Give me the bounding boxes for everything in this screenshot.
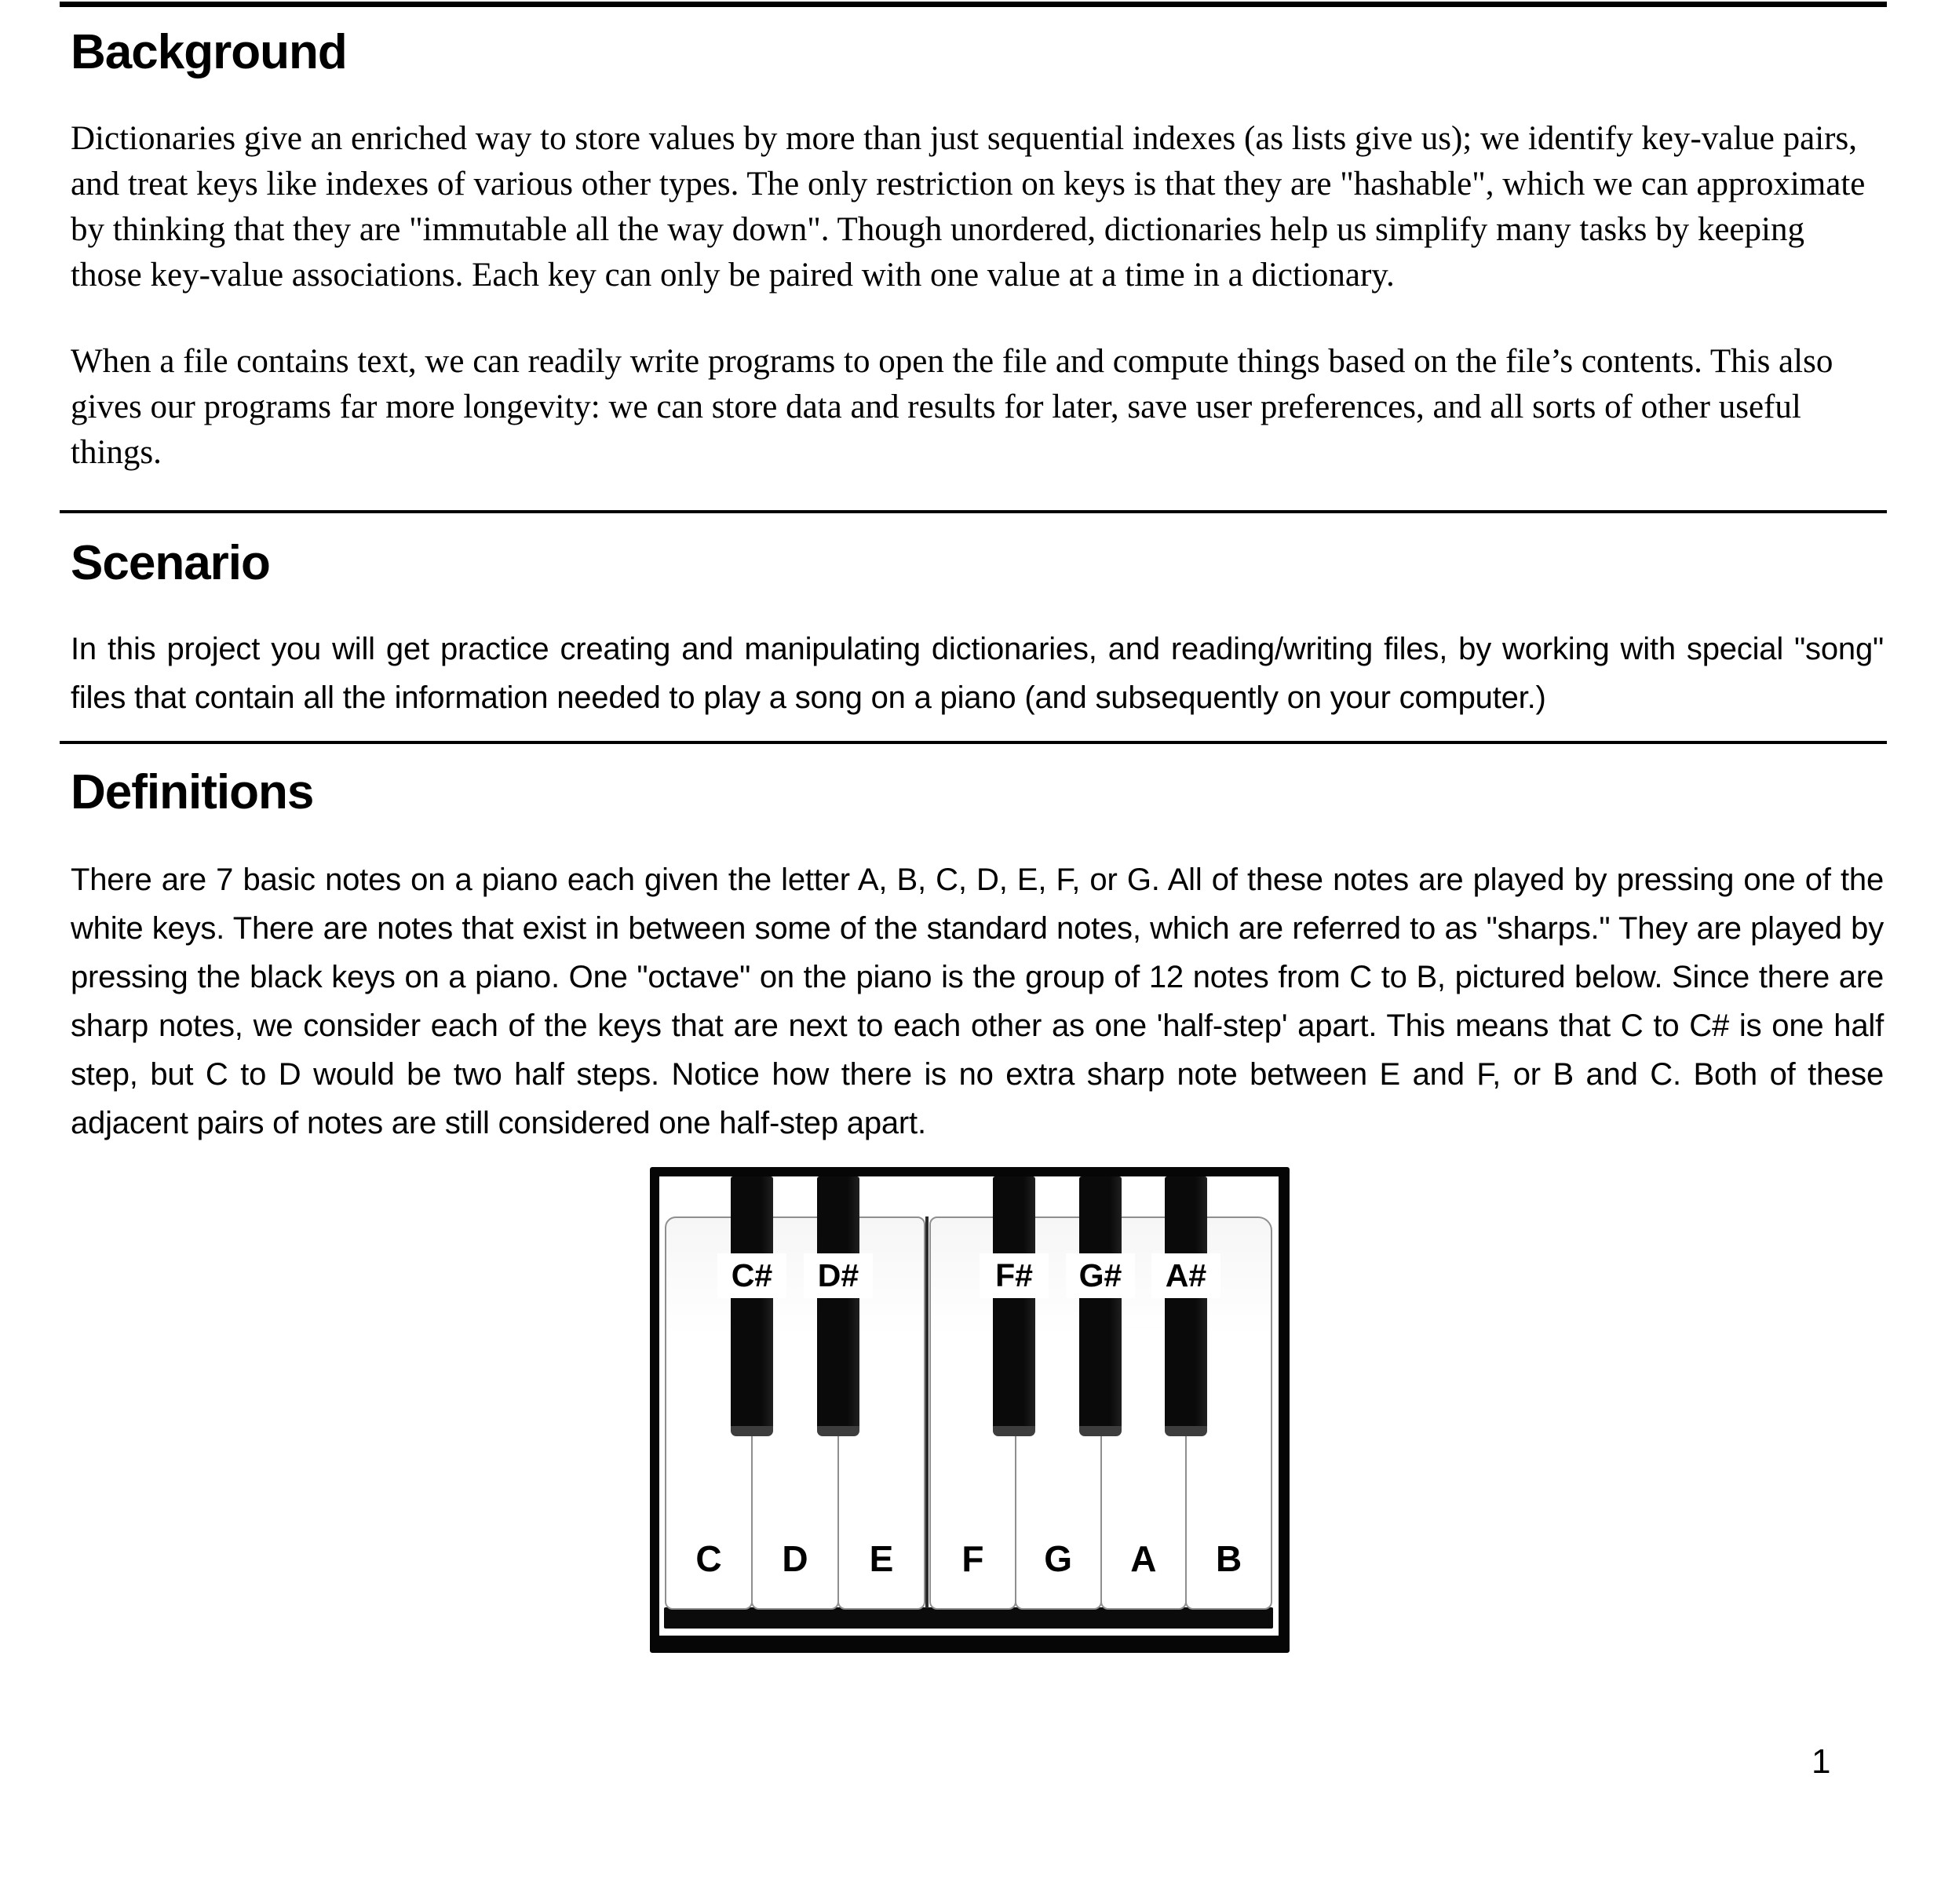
white-key-c-label: C — [695, 1537, 722, 1579]
background-heading: Background — [71, 25, 347, 79]
white-key-group-cde — [665, 1216, 925, 1610]
black-key-d-sharp-label: D# — [804, 1253, 873, 1298]
piano-octave-figure — [650, 1167, 1290, 1653]
white-key-d-label: D — [782, 1537, 808, 1579]
black-key-c-sharp — [731, 1176, 773, 1436]
piano-keyboard — [659, 1176, 1279, 1636]
white-key-a-label: A — [1130, 1537, 1157, 1579]
black-key-d-sharp — [817, 1176, 859, 1436]
black-key-f-sharp — [993, 1176, 1035, 1436]
page-number: 1 — [1812, 1742, 1831, 1781]
black-key-a-sharp — [1165, 1176, 1207, 1436]
document-page — [0, 2, 1952, 1904]
white-key-b-label: B — [1216, 1537, 1242, 1579]
background-paragraph-1: Dictionaries give an enriched way to store values by more than just sequential indexes (as lists give us); we identify key-value pairs, and treat keys like indexes of various other types. The only restriction on keys is that they are "hashable", which we can approximate by thinking that they are "immutable all the way down". Though unordered, dictionaries help us simplify many tasks by keeping those key-value associations. Each key can only be paired with one value at a time in a dictionary. — [71, 120, 1866, 294]
black-key-f-sharp-label: F# — [980, 1253, 1049, 1298]
piano-front-rail — [664, 1607, 1273, 1629]
definitions-paragraph: There are 7 basic notes on a piano each given the letter A, B, C, D, E, F, or G. All of these notes are played by pressing one of the white keys. There are notes that exist in between some of the standard notes, which are referred to as "sharps." They are played by pressing the black keys on a piano. One "octave" on the piano is the group of 12 notes from C to B, pictured below. Since there are sharp notes, we consider each of the keys that are next to each other as one 'half-step' apart. This means that C to C# is one half step, but C to D would be two half steps. Notice how there is no extra sharp note between E and F, or B and C. Both of these adjacent pairs of notes are still considered one half-step apart. — [71, 862, 1884, 1140]
white-key-e-label: E — [869, 1537, 894, 1579]
white-key-f-label: F — [961, 1537, 984, 1579]
scenario-section-divider — [60, 510, 1887, 513]
scenario-heading: Scenario — [71, 536, 270, 591]
keyboard-group-divider — [925, 1216, 929, 1608]
top-section-divider — [60, 2, 1887, 7]
black-key-a-sharp-label: A# — [1151, 1253, 1220, 1298]
definitions-heading: Definitions — [71, 764, 314, 819]
background-paragraph-2: When a file contains text, we can readily write programs to open the file and compute things based on the file’s contents. This also gives our programs far more longevity: we can store data and results for later, save user preferences, and all sorts of other useful things. — [71, 343, 1833, 472]
black-key-c-sharp-label: C# — [717, 1253, 786, 1298]
black-key-g-sharp — [1079, 1176, 1122, 1436]
scenario-paragraph: In this project you will get practice creating and manipulating dictionaries, and reading/writing files, by working with special "song" files that contain all the information needed to play a song on a piano (and subsequently on your computer.) — [71, 631, 1884, 715]
white-key-g-label: G — [1044, 1537, 1073, 1579]
black-key-g-sharp-label: G# — [1066, 1253, 1135, 1298]
definitions-section-divider — [60, 741, 1887, 744]
